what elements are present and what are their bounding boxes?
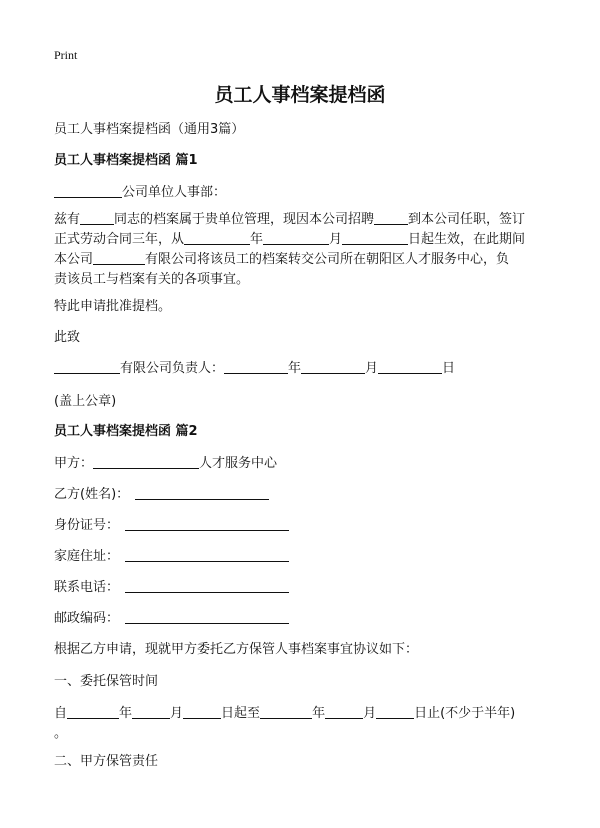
section1-request: 特此申请批准提档。	[54, 299, 172, 314]
blank-line	[132, 705, 170, 719]
section1-addressee: 公司单位人事部：	[54, 184, 226, 201]
blank-line	[263, 231, 329, 245]
blank-line	[125, 610, 289, 624]
id-number-line: 身份证号：	[54, 517, 289, 534]
blank-line	[80, 211, 114, 225]
blank-line	[135, 486, 269, 500]
section1-heading: 员工人事档案提档函 篇1	[54, 153, 198, 168]
period-line: 自 年 月 日起至 年 月 日止(不少于半年)	[54, 706, 516, 721]
postal-code-line: 邮政编码：	[54, 610, 289, 627]
blank-line	[374, 211, 408, 225]
blank-line	[325, 705, 363, 719]
blank-line	[125, 579, 289, 593]
section2-heading: 员工人事档案提档函 篇2	[54, 424, 198, 439]
section1-signature-line: 有限公司负责人： 年 月 日	[54, 360, 455, 377]
item2-heading: 二、甲方保管责任	[54, 754, 159, 769]
blank-line	[183, 705, 221, 719]
blank-line	[184, 231, 250, 245]
blank-line	[54, 360, 120, 374]
blank-line	[54, 184, 122, 198]
agreement-intro: 根据乙方申请，现就甲方委托乙方保管人事档案事宜协议如下：	[54, 642, 419, 657]
blank-line	[378, 360, 442, 374]
document-title: 员工人事档案提档函	[214, 84, 386, 106]
blank-line	[125, 548, 289, 562]
blank-line	[125, 517, 289, 531]
blank-line	[376, 705, 414, 719]
home-address-line: 家庭住址：	[54, 548, 289, 565]
party-a-line: 甲方： 人才服务中心	[54, 456, 278, 471]
blank-line	[342, 231, 408, 245]
phone-line: 联系电话：	[54, 579, 289, 596]
item1-heading: 一、委托保管时间	[54, 674, 159, 689]
section1-regards: 此致	[54, 330, 81, 345]
section1-body-paragraph: 兹有 同志的档案属于贵单位管理，现因本公司招聘 到本公司任职，签订 正式劳动合同三年，从 年 月 日起生效，在此期间 本公司 有限公司将该员工的档案转交公司所在朝阳区人才服务中心，负 责该员工与档案有关的各项事宜。	[54, 212, 526, 287]
blank-line	[93, 251, 145, 265]
blank-line	[93, 455, 199, 469]
period-line-end: 。	[54, 726, 68, 741]
blank-line	[260, 705, 312, 719]
blank-line	[301, 360, 365, 374]
blank-line	[67, 705, 119, 719]
document-subtitle: 员工人事档案提档函（通用3篇）	[54, 122, 245, 137]
print-link[interactable]: Print	[54, 48, 78, 62]
section1-seal-note: (盖上公章)	[54, 394, 117, 409]
party-b-line: 乙方(姓名)：	[54, 486, 269, 503]
blank-line	[224, 360, 288, 374]
